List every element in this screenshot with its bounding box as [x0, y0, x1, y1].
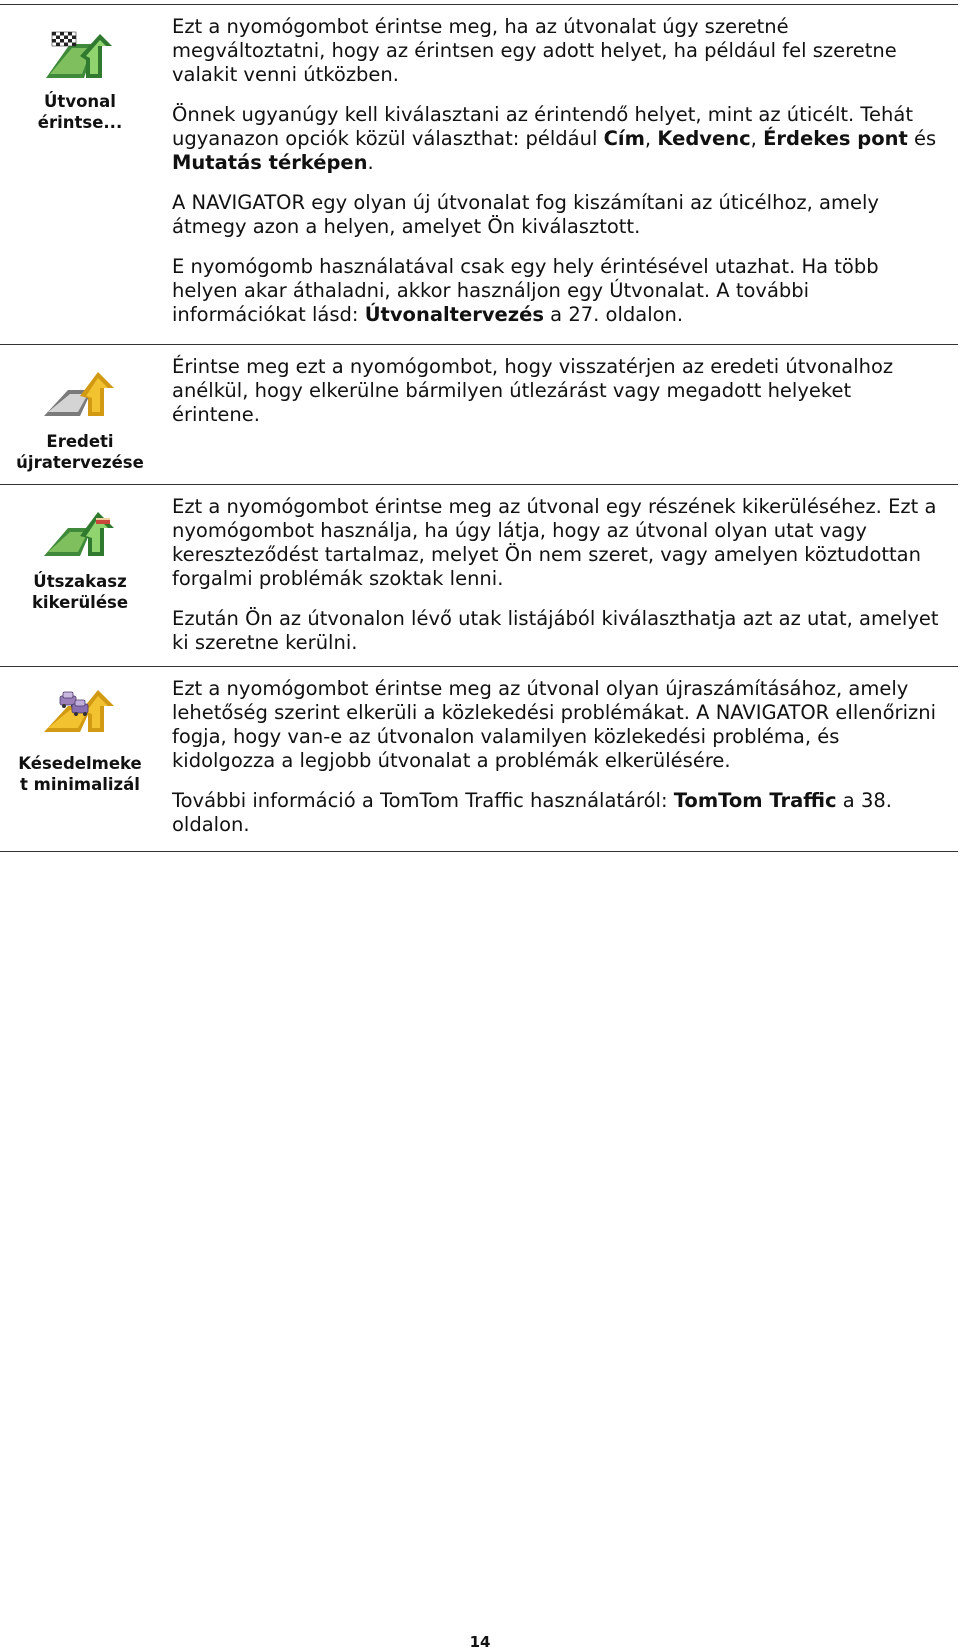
- body-paragraph: [172, 15, 942, 87]
- paragraph-text: Ezt a nyomógombot érintse meg, ha az útvonalat úgy szeretné megváltoztatni, hogy az érintsen egy adott helyet, ha például fel szeretne valakit venni útközben.: [172, 15, 897, 86]
- paragraph-text: és: [907, 127, 937, 150]
- paragraph-text: Önnek ugyanúgy kell kiválasztani az érintendő helyet, mint az úticélt. Tehát ugyanazon opciók közül választhat: például: [172, 103, 913, 150]
- body-paragraph: [172, 255, 942, 327]
- table-row-via: [0, 4, 960, 344]
- icon-label-line: kikerülése: [31, 593, 129, 612]
- icon-label-line: érintse...: [37, 113, 123, 132]
- paragraph-text: Ezután Ön az útvonalon lévő utak listájából kiválaszthatja azt az utat, amelyet ki szeretne kerülni.: [172, 607, 939, 654]
- bold-term: Mutatás térképen: [172, 151, 368, 174]
- paragraph-text: .: [367, 151, 374, 174]
- icon-label-line: Útszakasz: [33, 572, 127, 591]
- paragraph-text: ,: [750, 127, 764, 150]
- body-paragraph: [172, 677, 942, 773]
- paragraph-text: A NAVIGATOR egy olyan új útvonalat fog kiszámítani az úticélhoz, amely átmegy azon a helyen, amelyet Ön kiválasztott.: [172, 191, 879, 238]
- body-paragraph: [172, 607, 942, 655]
- icon-label-line: Eredeti: [46, 432, 114, 451]
- table-row-avoid-part: [0, 484, 960, 666]
- body-paragraph: [172, 355, 942, 427]
- icon-label-minimize-delays: [0, 753, 160, 795]
- page-number: 14: [469, 1633, 491, 1651]
- icon-label-line: Késedelmeke: [18, 754, 142, 773]
- paragraph-text: Ezt a nyomógombot érintse meg az útvonal egy részének kikerüléséhez. Ezt a nyomógombot használja, ha úgy látja, hogy az útvonal olyan utat vagy kereszteződést tartalmaz, melyet Ön nem szeret, vagy amelyen köztudottan forgalmi problémák szoktak lenni.: [172, 495, 937, 590]
- icon-label-original-route: [0, 431, 160, 473]
- minimize-delays-icon: [40, 682, 120, 742]
- row-text-avoid-part: [172, 495, 942, 671]
- body-paragraph: [172, 103, 942, 175]
- paragraph-text: További információ a TomTom Traffic használatáról:: [172, 789, 674, 812]
- icon-label-line: Útvonal: [44, 92, 116, 111]
- body-paragraph: [172, 495, 942, 591]
- row-text-via: [172, 15, 942, 343]
- paragraph-text: Ezt a nyomógombot érintse meg az útvonal olyan újraszámításához, amely lehetőség szerint elkerüli a közlekedési problémákat. A NAVIGATOR ellenőrizni fogja, hogy van-e az útvonalon valamilyen közlekedési probléma, és kidolgozza a legjobb útvonalat a problémák elkerülésére.: [172, 677, 936, 772]
- icon-label-via: [0, 91, 160, 133]
- body-paragraph: [172, 789, 942, 837]
- route-via-icon: [40, 26, 120, 86]
- body-paragraph: [172, 191, 942, 239]
- table-bottom-rule: [0, 851, 958, 852]
- icon-label-line: t minimalizál: [20, 775, 140, 794]
- bold-term: Útvonaltervezés: [364, 303, 544, 326]
- bold-term: Cím: [603, 127, 645, 150]
- avoid-route-part-icon: [40, 506, 120, 566]
- paragraph-text: ,: [644, 127, 658, 150]
- table-row-original-route: [0, 344, 960, 484]
- paragraph-text: E nyomógomb használatával csak egy hely érintésével utazhat. Ha több helyen akar áthaladni, akkor használjon egy Útvonalat. A további információkat lásd:: [172, 255, 879, 326]
- bold-term: Érdekes pont: [763, 127, 908, 150]
- paragraph-text: a 38. oldalon.: [172, 789, 892, 836]
- bold-term: Kedvenc: [657, 127, 751, 150]
- bold-term: TomTom Traffic: [673, 789, 837, 812]
- table-row-minimize-delays: [0, 666, 960, 852]
- paragraph-text: a 27. oldalon.: [543, 303, 684, 326]
- icon-label-line: újratervezése: [16, 453, 144, 472]
- paragraph-text: Érintse meg ezt a nyomógombot, hogy visszatérjen az eredeti útvonalhoz anélkül, hogy elkerülne bármilyen útlezárást vagy megadott helyeket érintene.: [172, 355, 894, 426]
- row-text-minimize-delays: [172, 677, 942, 853]
- return-original-route-icon: [40, 366, 120, 426]
- icon-label-avoid-part: [0, 571, 160, 613]
- row-text-original-route: [172, 355, 942, 443]
